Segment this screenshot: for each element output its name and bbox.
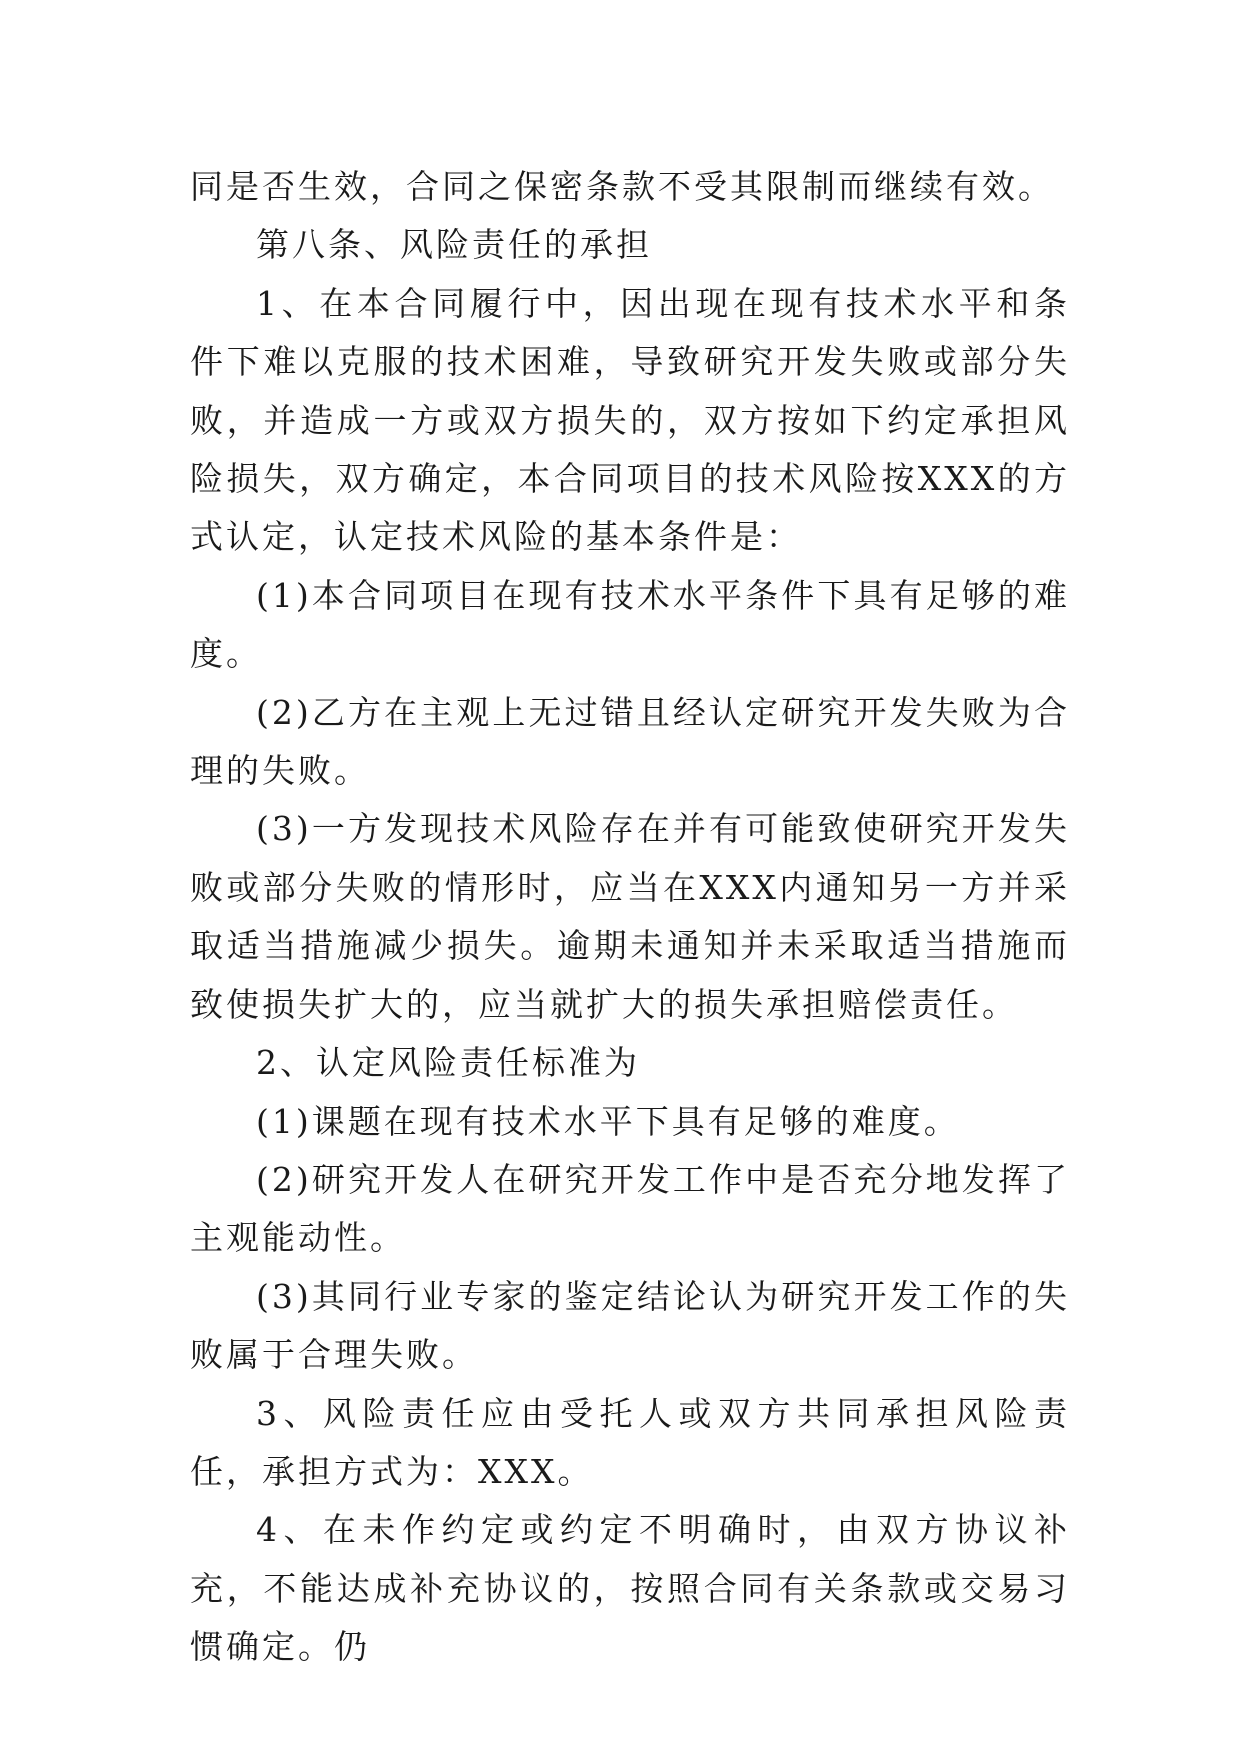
clause-2: 2、认定风险责任标准为 [256,1043,640,1083]
clause-1: 1、在本合同履行中，因出现在现有技术水平和条件下难以克服的技术困难，导致研究开发失败或部分失败，并造成一方或双方损失的，双方按如下约定承担风险损失，双方确定，本合同项目的技术风险按XXX的方式认定，认定技术风险的基本条件是： [190,283,1070,557]
clause-1-item-2: (2)乙方在主观上无过错且经认定研究开发失败为合理的失败。 [190,692,1070,791]
clause-1-item-1: (1)本合同项目在现有技术水平条件下具有足够的难度。 [190,575,1070,674]
clause-1-item-3: (3)一方发现技术风险存在并有可能致使研究开发失败或部分失败的情形时，应当在XXX内通知另一方并采取适当措施减少损失。逾期未通知并未采取适当措施而致使损失扩大的，应当就扩大的损失承担赔偿责任。 [190,809,1070,1024]
document-body [190,158,1070,1677]
clause-2-item-3: (3)其同行业专家的鉴定结论认为研究开发工作的失败属于合理失败。 [190,1276,1070,1375]
article-heading: 第八条、风险责任的承担 [256,225,652,265]
paragraph-continuation: 同是否生效，合同之保密条款不受其限制而继续有效。 [190,167,1054,206]
clause-2-item-2: (2)研究开发人在研究开发工作中是否充分地发挥了主观能动性。 [190,1159,1070,1258]
clause-3: 3、风险责任应由受托人或双方共同承担风险责任，承担方式为：XXX。 [190,1393,1070,1491]
clause-4: 4、在未作约定或约定不明确时，由双方协议补充，不能达成补充协议的，按照合同有关条款或交易习惯确定。仍 [190,1510,1070,1667]
clause-2-item-1: (1)课题在现有技术水平下具有足够的难度。 [256,1101,960,1141]
